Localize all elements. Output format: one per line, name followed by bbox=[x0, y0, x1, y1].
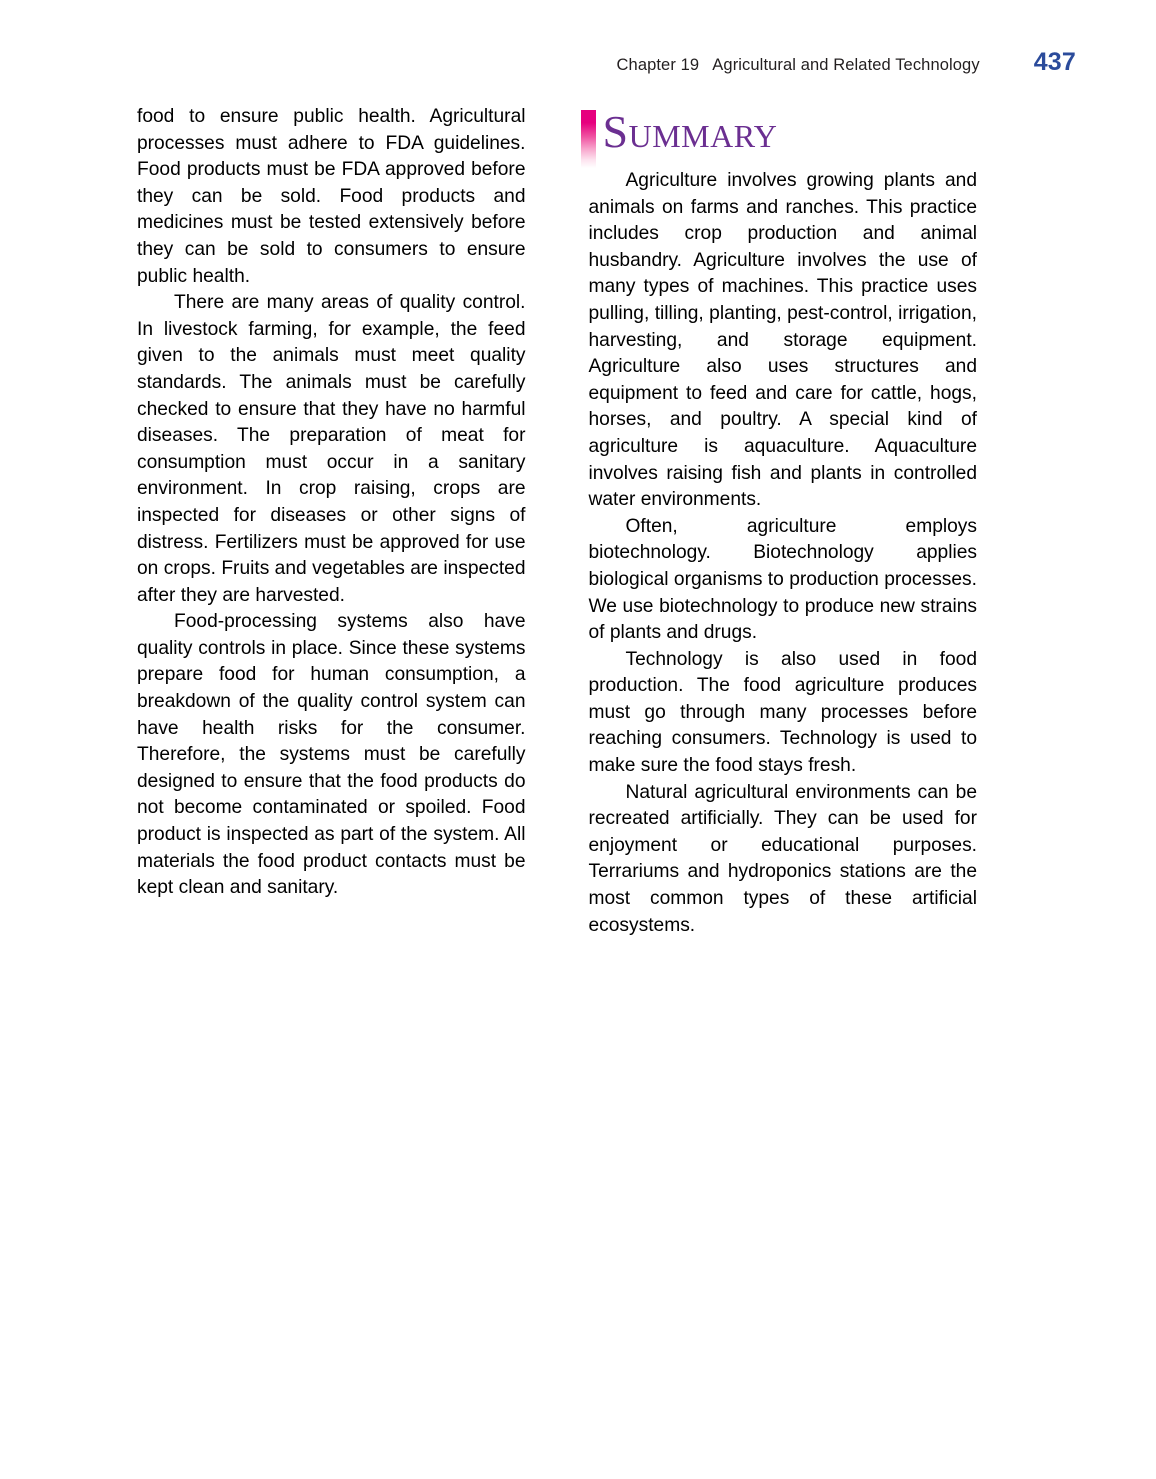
paragraph: Food-processing systems also have quality controls in place. Since these systems prepare food for human consumption, a breakdown of the quality control system can have health risks for the consumer. Therefore, the systems must be carefully designed to ensure that the food products do not become contaminated or spoiled. Food product is inspected as part of the system. All materials the food product contacts must be kept clean and sanitary. bbox=[137, 611, 526, 899]
paragraph: Natural agricultural environments can be recreated artificially. They can be used for enjoyment or educational purposes. Terrariums and hydroponics stations are the most common types of these artificial ecosystems. bbox=[588, 781, 977, 936]
paragraph: food to ensure public health. Agricultural processes must adhere to FDA guidelines. Food products must be FDA approved before they can be sold. Food products and medicines must be tested extensively before they can be sold to consumers to ensure public health. bbox=[137, 106, 526, 287]
paragraph: Agriculture involves growing plants and animals on farms and ranches. This practice includes crop production and animal husbandry. Agriculture involves the use of many types of machines. This practice uses pulling, tilling, planting, pest-control, irrigation, harvesting, and storage equipment. Agriculture also uses structures and equipment to feed and care for cattle, hogs, horses, and poultry. A special kind of agriculture is aquaculture. Aquaculture involves raising fish and plants in controlled water environments. bbox=[588, 170, 977, 511]
paragraph: Often, agriculture employs biotechnology. Biotechnology applies biological organisms to production processes. We use biotechnology to produce new strains of plants and drugs. bbox=[588, 515, 977, 644]
gradient-accent-bar bbox=[581, 110, 596, 168]
left-column bbox=[137, 104, 526, 939]
running-header bbox=[137, 48, 1076, 77]
right-column bbox=[589, 104, 978, 939]
paragraph: There are many areas of quality control. In livestock farming, for example, the feed given to the animals must meet quality standards. The animals must be carefully checked to ensure that they have no harmful diseases. The preparation of meat for consumption must occur in a sanitary environment. In crop raising, crops are inspected for diseases or other signs of distress. Fertilizers must be approved for use on crops. Fruits and vegetables are inspected after they are harvested. bbox=[137, 292, 526, 606]
section-heading: Summary bbox=[602, 106, 778, 157]
two-column-body bbox=[137, 104, 977, 939]
chapter-title: Chapter 19 Agricultural and Related Technology bbox=[616, 56, 980, 74]
paragraph: Technology is also used in food production. The food agriculture produces must go through many processes before reaching consumers. Technology is used to make sure the food stays fresh. bbox=[588, 648, 977, 777]
page-number: 437 bbox=[1033, 48, 1076, 76]
summary-heading-block bbox=[589, 104, 978, 162]
